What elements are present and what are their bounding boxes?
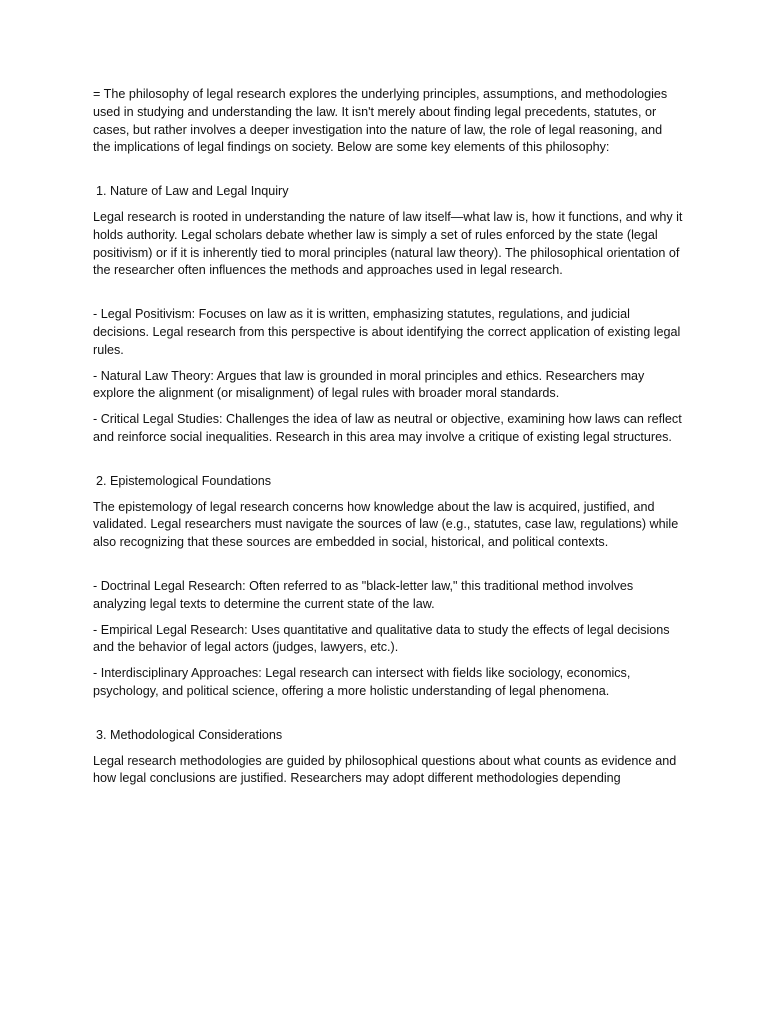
section-body-epistemological: The epistemology of legal research concerns how knowledge about the law is acquired, justified, and validated. Legal researchers must navigate the sources of law (e.g., statutes, case law, regulations) while also recognizing that these sources are embedded in social, historical, and political contexts. (93, 499, 679, 550)
document-page (93, 86, 683, 796)
section-heading-nature-of-law: 1. Nature of Law and Legal Inquiry (96, 184, 289, 199)
section-body-nature-of-law: Legal research is rooted in understanding the nature of law itself—what law is, how it functions, and why it holds authority. Legal scholars debate whether law is simply a set of rules enforced by the state (legal positivism) or if it is inherently tied to moral principles (natural law theory). The philosophical orientation of the researcher often influences the methods and approaches used in legal research. (93, 209, 683, 278)
bullet-legal-positivism: - Legal Positivism: Focuses on law as it is written, emphasizing statutes, regulations, and judicial decisions. Legal research from this perspective is about identifying the correct application of existing legal rules. (93, 307, 681, 357)
bullet-doctrinal-research: - Doctrinal Legal Research: Often referred to as "black-letter law," this traditional method involves analyzing legal texts to determine the current state of the law. (93, 578, 634, 611)
bullet-interdisciplinary: - Interdisciplinary Approaches: Legal research can intersect with fields like sociology, economics, psychology, and political science, offering a more holistic understanding of legal phenomena. (93, 666, 631, 698)
bullet-natural-law-theory: - Natural Law Theory: Argues that law is grounded in moral principles and ethics. Researchers may explore the alignment (or misalignment) of legal rules with broader moral standards. (93, 368, 645, 401)
intro-paragraph: = The philosophy of legal research explores the underlying principles, assumptions, and methodologies used in studying and understanding the law. It isn't merely about finding legal precedents, statutes, or cases, but rather involves a deeper investigation into the nature of law, the role of legal reasoning, and the implications of legal findings on society. Below are some key elements of this philosophy: (93, 87, 668, 155)
section-heading-methodological: 3. Methodological Considerations (96, 727, 283, 742)
section-heading-epistemological: 2. Epistemological Foundations (96, 473, 272, 488)
bullet-critical-legal-studies: - Critical Legal Studies: Challenges the idea of law as neutral or objective, examining how laws can reflect and reinforce social inequalities. Research in this area may involve a critique of existing legal structures. (93, 412, 682, 444)
section-body-methodological: Legal research methodologies are guided by philosophical questions about what counts as evidence and how legal conclusions are justified. Researchers may adopt different methodologies depending (93, 753, 677, 786)
bullet-empirical-research: - Empirical Legal Research: Uses quantitative and qualitative data to study the effects of legal decisions and the behavior of legal actors (judges, lawyers, etc.). (93, 622, 670, 655)
